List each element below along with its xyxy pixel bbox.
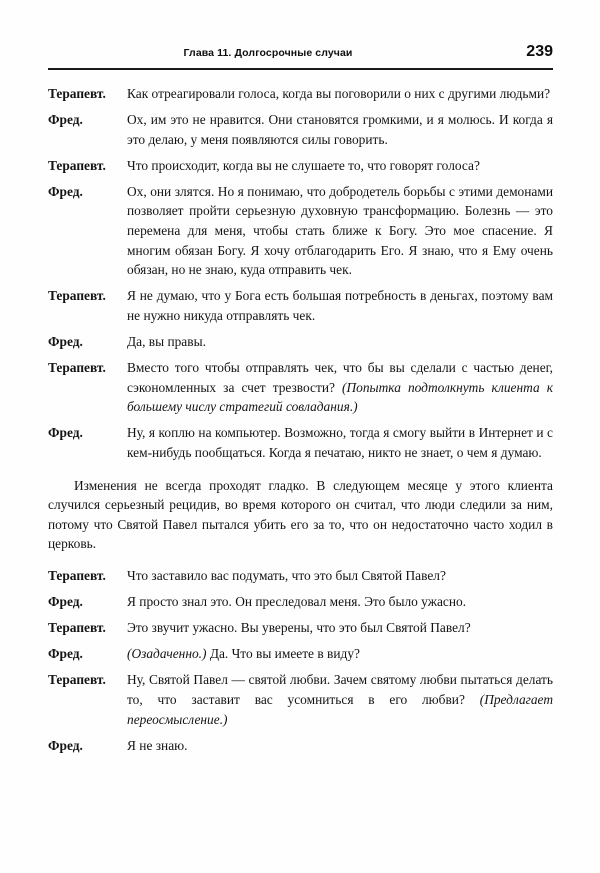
speech-text: Ох, они злятся. Но я понимаю, что добродетель борьбы с этими демонами позволяет пройти серьезную духовную трансформацию. Болезнь — это перемена для меня, чтобы стать ближе к Богу. Это мое спасение. Я многим обязан Богу. Я хочу отблагодарить Его. Я знаю, что я Ему очень обязан, но не знаю, куда отправить чек. xyxy=(127,183,553,278)
speech-text: Я не знаю. xyxy=(127,737,188,753)
stage-direction: (Попытка подтолкнуть клиента к большему числу стратегий совладания.) xyxy=(127,379,553,415)
speaker-label: Фред. xyxy=(48,425,83,441)
speech-text: Ох, им это не нравится. Они становятся громкими, и я молюсь. И когда я это делаю, у меня появляются силы говорить. xyxy=(127,112,553,147)
speech-text: Я просто знал это. Он преследовал меня. Это было ужасно. xyxy=(127,594,467,610)
speaker-label: Фред. xyxy=(48,334,83,350)
speech-text: Это звучит ужасно. Вы уверены, что это был Святой Павел? xyxy=(127,620,471,636)
dialogue-line xyxy=(48,84,553,104)
dialogue-line xyxy=(48,423,553,462)
speaker-label: Терапевт. xyxy=(48,567,106,583)
speaker-label: Терапевт. xyxy=(48,672,106,688)
speech-text xyxy=(127,644,553,664)
running-head xyxy=(48,43,553,67)
speaker-label: Фред. xyxy=(48,646,83,662)
speaker-label: Терапевт. xyxy=(48,157,106,173)
chapter-title: Глава 11. Долгосрочные случаи xyxy=(183,47,353,59)
dialogue-line xyxy=(48,644,553,664)
dialogue-line xyxy=(48,566,553,586)
header-rule xyxy=(48,68,553,70)
stage-direction: (Предлагает переосмысление.) xyxy=(127,691,553,727)
speaker-label: Терапевт. xyxy=(48,620,106,636)
narrative-paragraph: Изменения не всегда проходят гладко. В следующем месяце у этого клиента случился серьезный рецидив, во время которого он считал, что люди следили за ним, потому что Святой Павел пытался убить его за то, что он недостаточно часто ходил в церковь. xyxy=(48,477,553,552)
dialogue-line xyxy=(48,592,553,612)
speech-body: Ну, Святой Павел — святой любви. Зачем святому любви пытаться делать то, что заставит вас усомниться в его любви? xyxy=(127,672,553,707)
speaker-label: Фред. xyxy=(48,737,83,753)
dialogue-line xyxy=(48,156,553,176)
dialogue-line xyxy=(48,618,553,638)
speech-text: Ну, я коплю на компьютер. Возможно, тогда я смогу выйти в Интернет и с кем-нибудь пообщаться. Когда я печатаю, никто не знает, о чем я думаю. xyxy=(127,425,553,460)
speech-body: Да. Что вы имеете в виду? xyxy=(206,646,360,662)
speech-body: Вместо того чтобы отправлять чек, что бы вы сделали с частью денег, сэкономленных за счет трезвости? xyxy=(127,360,553,395)
speech-text xyxy=(127,670,553,729)
speaker-label: Терапевт. xyxy=(48,288,106,304)
dialogue-line xyxy=(48,110,553,149)
dialogue-line xyxy=(48,182,553,280)
page-number: 239 xyxy=(526,43,553,60)
stage-direction: (Озадаченно.) xyxy=(127,646,207,662)
dialogue-line xyxy=(48,736,553,756)
dialogue-line xyxy=(48,670,553,729)
speech-text: Как отреагировали голоса, когда вы поговорили о них с другими людьми? xyxy=(127,86,551,101)
body-text xyxy=(48,84,553,762)
speech-text: Что заставило вас подумать, что это был Святой Павел? xyxy=(127,567,446,583)
dialogue-line xyxy=(48,286,553,325)
speech-text: Что происходит, когда вы не слушаете то, что говорят голоса? xyxy=(127,157,480,173)
speech-text: Я не думаю, что у Бога есть большая потребность в деньгах, поэтому вам не нужно никуда отправлять чек. xyxy=(127,288,553,323)
speech-text: Да, вы правы. xyxy=(127,334,206,350)
dialogue-line xyxy=(48,332,553,352)
dialogue-line xyxy=(48,358,553,417)
speaker-label: Терапевт. xyxy=(48,360,106,376)
speaker-label: Фред. xyxy=(48,112,83,128)
speaker-label: Фред. xyxy=(48,183,83,199)
speaker-label: Терапевт. xyxy=(48,86,106,101)
speech-text xyxy=(127,358,553,417)
speaker-label: Фред. xyxy=(48,594,83,610)
